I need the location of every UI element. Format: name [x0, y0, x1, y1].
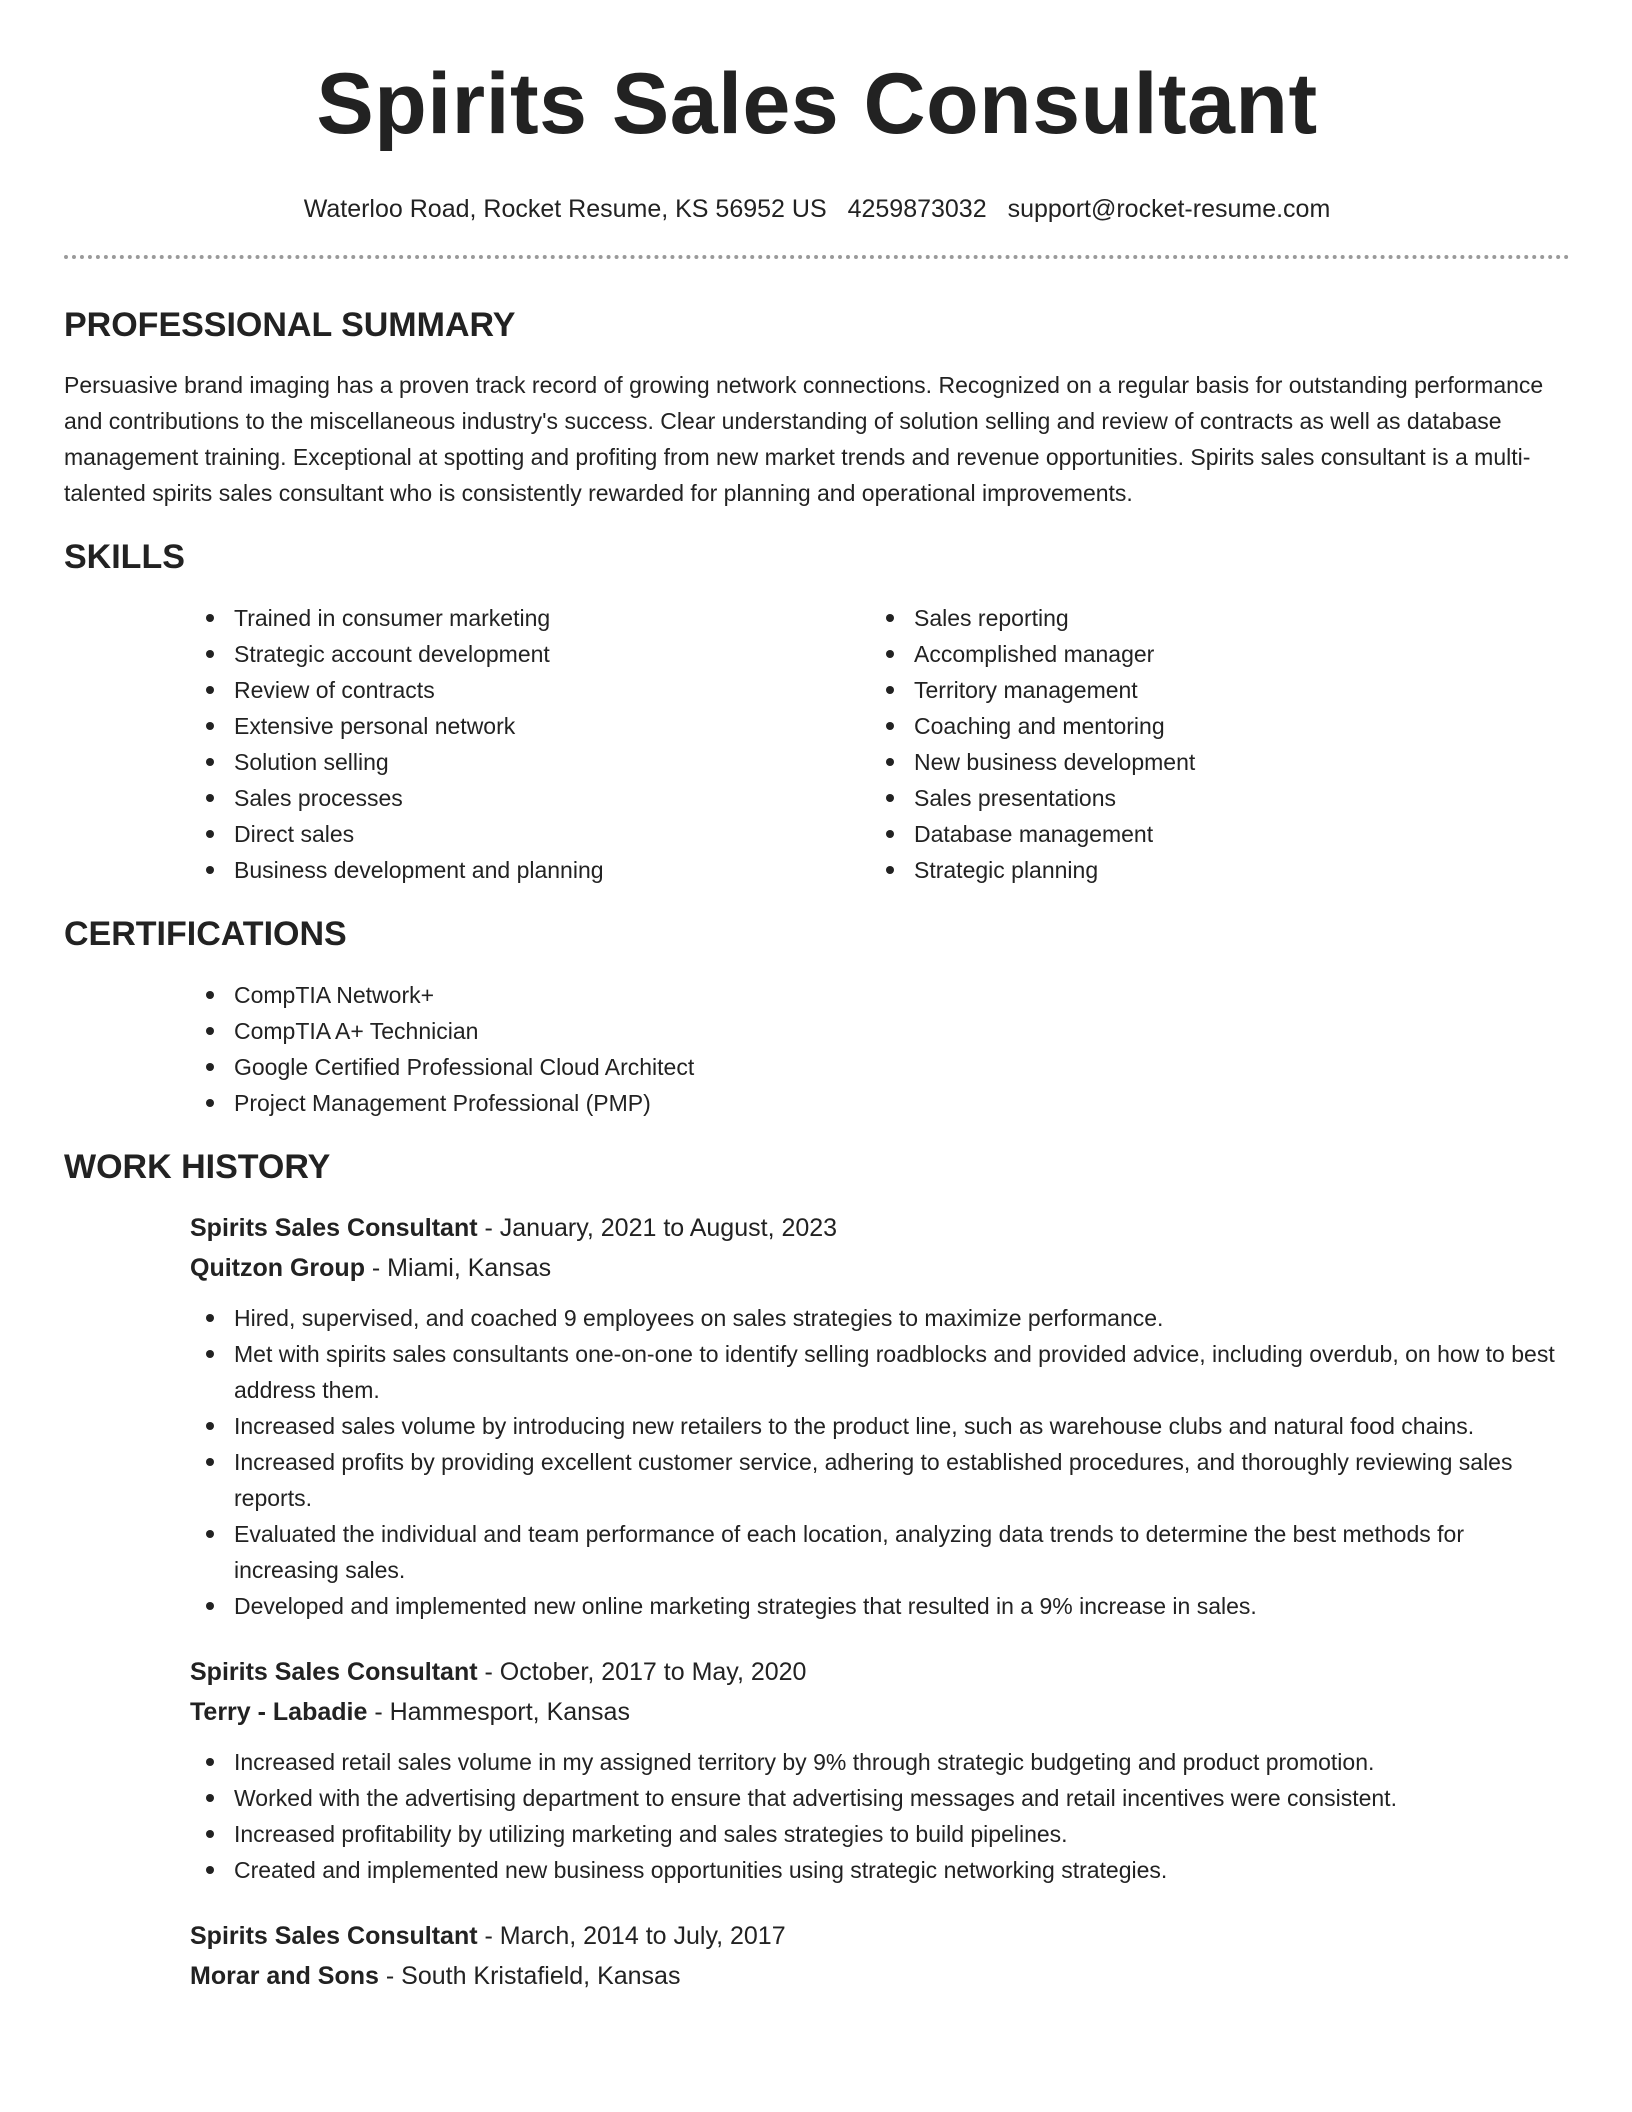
skills-section [64, 537, 1570, 888]
job-location: - Hammesport, Kansas [367, 1698, 630, 1726]
skill-item: Database management [870, 816, 1550, 852]
skills-heading: SKILLS [64, 538, 185, 576]
contact-line [64, 194, 1570, 224]
job-entry [190, 1916, 1570, 1996]
job-company-line [190, 1956, 1570, 1996]
summary-text: Persuasive brand imaging has a proven track record of growing network connections. Recognized on a regular basis for outstanding performance and contributions to the miscellaneous industry's success. Clear understanding of solution selling and review of contracts as well as database management training. Exceptional at spotting and profiting from new market trends and revenue opportunities. Spirits sales consultant is a multi-talented spirits sales consultant who is consistently rewarded for planning and operational improvements. [64, 372, 1544, 506]
skill-item: Coaching and mentoring [870, 708, 1550, 744]
skills-columns [190, 600, 1570, 888]
resume-page [64, 0, 1570, 2018]
contact-address: Waterloo Road, Rocket Resume, KS 56952 US [303, 195, 827, 223]
resume-name: Spirits Sales Consultant [316, 56, 1318, 152]
skill-item: Trained in consumer marketing [190, 600, 870, 636]
job-dates: - January, 2021 to August, 2023 [477, 1214, 838, 1242]
job-bullet: Increased profits by providing excellent customer service, adhering to established procedures, and thoroughly reviewing sales reports. [190, 1444, 1570, 1516]
job-company: Quitzon Group [190, 1254, 365, 1282]
job-dates: - March, 2014 to July, 2017 [477, 1922, 786, 1950]
skill-item: Extensive personal network [190, 708, 870, 744]
job-title: Spirits Sales Consultant [190, 1214, 478, 1242]
job-title-line [190, 1208, 1570, 1248]
skill-item: Direct sales [190, 816, 870, 852]
job-entry [190, 1652, 1570, 1888]
job-company: Morar and Sons [190, 1962, 379, 1990]
job-bullet: Developed and implemented new online marketing strategies that resulted in a 9% increase in sales. [190, 1588, 1570, 1624]
job-bullet-list [190, 1744, 1570, 1888]
skills-list-right [870, 600, 1550, 888]
skill-item: Strategic account development [190, 636, 870, 672]
job-bullet: Met with spirits sales consultants one-on-one to identify selling roadblocks and provided advice, including overdub, on how to best address them. [190, 1336, 1570, 1408]
skill-item: Business development and planning [190, 852, 870, 888]
header-divider [64, 255, 1570, 259]
certifications-section [64, 914, 1570, 1121]
work-history-section [64, 1147, 1570, 1996]
job-company-line [190, 1248, 1570, 1288]
skill-item: Sales presentations [870, 780, 1550, 816]
job-location: - Miami, Kansas [364, 1254, 552, 1282]
job-bullet-list [190, 1300, 1570, 1624]
skill-item: Review of contracts [190, 672, 870, 708]
certifications-list [190, 977, 1570, 1121]
job-bullet: Hired, supervised, and coached 9 employees on sales strategies to maximize performance. [190, 1300, 1570, 1336]
work-history-heading: WORK HISTORY [64, 1148, 331, 1186]
summary-heading: PROFESSIONAL SUMMARY [64, 306, 516, 344]
job-bullet: Increased sales volume by introducing new retailers to the product line, such as warehouse clubs and natural food chains. [190, 1408, 1570, 1444]
job-title-line [190, 1652, 1570, 1692]
job-location: - South Kristafield, Kansas [378, 1962, 681, 1990]
job-bullet: Evaluated the individual and team performance of each location, analyzing data trends to determine the best methods for increasing sales. [190, 1516, 1570, 1588]
skill-item: Sales reporting [870, 600, 1550, 636]
certifications-heading: CERTIFICATIONS [64, 915, 347, 953]
certification-item: CompTIA Network+ [190, 977, 1570, 1013]
job-bullet: Increased retail sales volume in my assigned territory by 9% through strategic budgeting and product promotion. [190, 1744, 1570, 1780]
certification-item: Google Certified Professional Cloud Architect [190, 1049, 1570, 1085]
job-bullet: Worked with the advertising department to ensure that advertising messages and retail incentives were consistent. [190, 1780, 1570, 1816]
contact-phone: 4259873032 [847, 195, 987, 223]
job-bullet: Increased profitability by utilizing marketing and sales strategies to build pipelines. [190, 1816, 1570, 1852]
job-entry [190, 1208, 1570, 1624]
skill-item: Sales processes [190, 780, 870, 816]
skill-item: Accomplished manager [870, 636, 1550, 672]
job-company: Terry - Labadie [190, 1698, 368, 1726]
contact-email: support@rocket-resume.com [1007, 195, 1331, 223]
job-title: Spirits Sales Consultant [190, 1658, 478, 1686]
certification-item: Project Management Professional (PMP) [190, 1085, 1570, 1121]
certification-item: CompTIA A+ Technician [190, 1013, 1570, 1049]
summary-section [64, 305, 1570, 511]
skills-list-left [190, 600, 870, 888]
job-dates: - October, 2017 to May, 2020 [477, 1658, 807, 1686]
skill-item: Territory management [870, 672, 1550, 708]
job-company-line [190, 1692, 1570, 1732]
job-title-line [190, 1916, 1570, 1956]
skill-item: Strategic planning [870, 852, 1550, 888]
job-title: Spirits Sales Consultant [190, 1922, 478, 1950]
skill-item: Solution selling [190, 744, 870, 780]
job-bullet: Created and implemented new business opportunities using strategic networking strategies. [190, 1852, 1570, 1888]
skill-item: New business development [870, 744, 1550, 780]
